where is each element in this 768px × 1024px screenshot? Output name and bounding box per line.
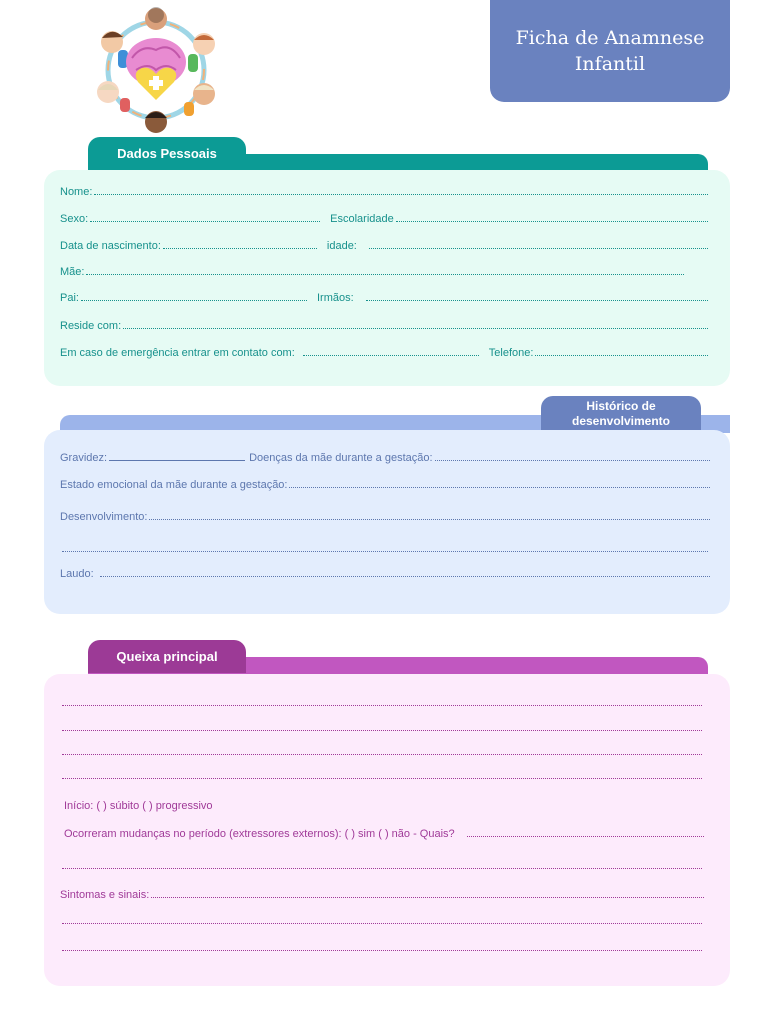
queixa-line-1[interactable]: [62, 705, 702, 706]
queixa-tab: Queixa principal: [88, 640, 246, 673]
estado-emocional-row: [60, 479, 710, 491]
title-card: [490, 0, 730, 102]
desenvolvimento-field[interactable]: [149, 519, 710, 520]
historico-tab-line-2: desenvolvimento: [571, 414, 671, 428]
nome-row: [60, 186, 708, 198]
sintomas-line-3[interactable]: [62, 950, 702, 951]
irmaos-field[interactable]: [366, 300, 708, 301]
nome-label: Nome:: [60, 186, 93, 198]
doencas-field[interactable]: [435, 460, 710, 461]
desenvolvimento-row: [60, 511, 710, 523]
reside-label: Reside com:: [60, 320, 122, 332]
historico-tab: [541, 396, 701, 432]
idade-label: idade:: [326, 240, 357, 252]
queixa-line-4[interactable]: [62, 778, 702, 779]
telefone-label: Telefone:: [488, 347, 534, 359]
nascimento-label: Data de nascimento:: [60, 240, 161, 252]
mudancas-field[interactable]: [467, 836, 704, 837]
sexo-field[interactable]: [90, 221, 320, 222]
sintomas-label: Sintomas e sinais:: [60, 889, 150, 901]
pai-label: Pai:: [60, 292, 79, 304]
mae-field[interactable]: [86, 274, 684, 275]
sintomas-row: [60, 889, 704, 901]
doencas-label: Doenças da mãe durante a gestação:: [249, 452, 433, 464]
nascimento-row: [60, 240, 708, 252]
estado-emocional-label: Estado emocional da mãe durante a gestação:: [60, 479, 288, 491]
gravidez-field[interactable]: [109, 460, 245, 461]
mudancas-label[interactable]: Ocorreram mudanças no período (extressores externos): ( ) sim ( ) não - Quais?: [64, 828, 455, 840]
laudo-field[interactable]: [100, 576, 710, 577]
mudancas-line-2[interactable]: [62, 868, 702, 869]
laudo-row: [60, 568, 710, 580]
desenvolvimento-line-2[interactable]: [62, 551, 708, 552]
reside-field[interactable]: [123, 328, 708, 329]
nome-field[interactable]: [94, 194, 708, 195]
escolaridade-field[interactable]: [396, 221, 708, 222]
reside-row: [60, 320, 708, 332]
escolaridade-label: Escolaridade: [330, 213, 394, 225]
logo-children-circle-icon: [92, 4, 220, 136]
sintomas-line-2[interactable]: [62, 923, 702, 924]
pai-field[interactable]: [81, 300, 307, 301]
nascimento-field[interactable]: [163, 248, 317, 249]
laudo-label: Laudo:: [60, 568, 94, 580]
telefone-field[interactable]: [535, 355, 708, 356]
mae-label: Mãe:: [60, 266, 85, 278]
title-line-2: Infantil: [574, 53, 646, 75]
mudancas-row: [64, 828, 704, 840]
emergencia-label: Em caso de emergência entrar em contato com:: [60, 347, 295, 359]
sexo-row: [60, 213, 708, 225]
sintomas-field[interactable]: [151, 897, 704, 898]
emergencia-row: [60, 347, 708, 359]
mae-row: [60, 266, 684, 278]
irmaos-label: Irmãos:: [316, 292, 354, 304]
idade-field[interactable]: [369, 248, 708, 249]
sexo-label: Sexo:: [60, 213, 89, 225]
inicio-row: [64, 800, 704, 812]
pai-row: [60, 292, 708, 304]
emergencia-field[interactable]: [303, 355, 479, 356]
gravidez-row: [60, 452, 710, 464]
dados-pessoais-tab: Dados Pessoais: [88, 137, 246, 170]
inicio-label[interactable]: Início: ( ) súbito ( ) progressivo: [64, 800, 213, 812]
estado-emocional-field[interactable]: [289, 487, 710, 488]
desenvolvimento-label: Desenvolvimento:: [60, 511, 148, 523]
queixa-line-3[interactable]: [62, 754, 702, 755]
queixa-line-2[interactable]: [62, 730, 702, 731]
gravidez-label: Gravidez:: [60, 452, 108, 464]
historico-tab-line-1: Histórico de: [586, 399, 656, 413]
title-line-1: Ficha de Anamnese: [515, 27, 705, 49]
